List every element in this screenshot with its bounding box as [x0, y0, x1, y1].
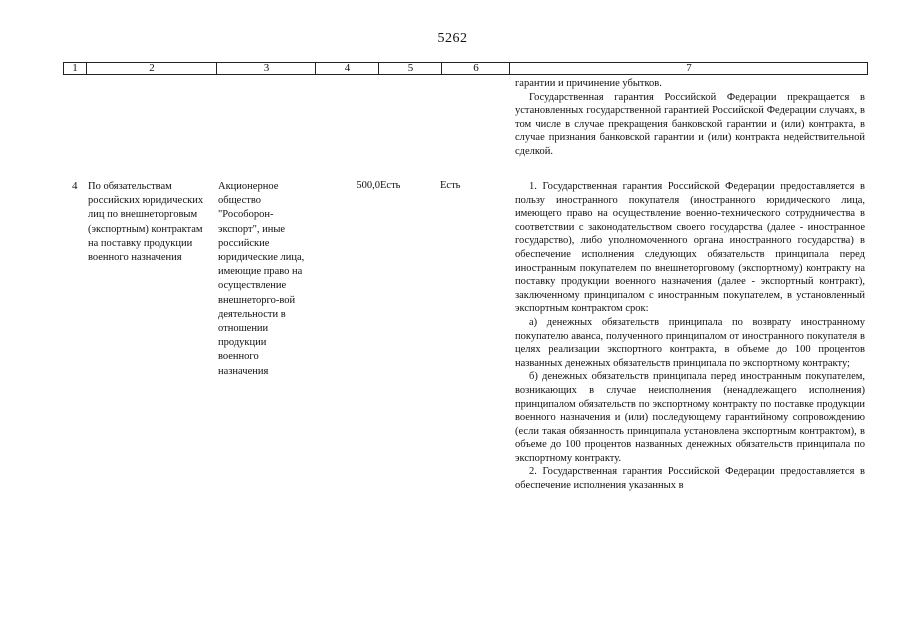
guarantee-amount: 500,0 — [356, 180, 380, 191]
column-6-value: Есть — [440, 180, 461, 191]
condition-paragraph: а) денежных обязательств принципала по возврату иностранному покупателю аванса, полученного принципалом от иностранного покупателя в целях реализации экспортного контракта, в объеме до 100 процентов названных денежных обязательств принципала по экспортному контракту; — [515, 316, 865, 369]
guarantee-purpose: По обязательствам российских юридических лиц по внешнеторговым (экспортным) контрактам на поставку продукции военного назначения — [88, 181, 204, 264]
continuation-paragraph: Государственная гарантия Российской Федерации прекращается в установленных государственной гарантией Российской Федерации случаях, в том числе в случае прекращения банковской гарантии и (или) контракта, в случае признания банковской гарантии и (или) контракта недействительной сделкой. — [515, 91, 865, 157]
row-number: 4 — [72, 180, 78, 192]
column-number-5: 5 — [378, 63, 442, 74]
column-number-2: 2 — [86, 63, 217, 74]
column-number-3: 3 — [216, 63, 316, 74]
condition-paragraph: 2. Государственная гарантия Российской Федерации предоставляется в обеспечение исполнения указанных в — [515, 466, 865, 492]
column-number-7: 7 — [509, 63, 868, 74]
column-5-value: Есть — [380, 180, 401, 191]
column-number-6: 6 — [441, 63, 510, 74]
column-number-1: 1 — [72, 62, 78, 74]
guarantee-conditions — [515, 180, 865, 493]
page-number: 5262 — [437, 31, 468, 46]
column-number-header — [63, 62, 868, 75]
principal-name: Акционерное общество "Рособорон-экспорт", иные российские юридические лица, имеющие право на осуществление внешнеторго-вой деятельности в отношении продукции военного назначения — [218, 181, 305, 377]
continuation-text — [515, 77, 865, 159]
continuation-line: гарантии и причинение убытков. — [515, 78, 662, 89]
condition-paragraph: 1. Государственная гарантия Российской Федерации предоставляется в пользу иностранного покупателя (иностранного юридического лица, имеющего право на осуществление военно-технического сотрудничества в соответствии с законодательством своего государства (далее - иностранное государство), либо уполномоченного органа иностранного государства) в обеспечение исполнения следующих обязательств принципала перед иностранным покупателем по внешнеторговому (экспортному) контракту на поставку продукции военного назначения (далее - экспортный контракт), заключенному принципалом с иностранным покупателем, в установленный экспортным контрактом срок: — [515, 181, 865, 315]
condition-paragraph: б) денежных обязательств принципала перед иностранным покупателем, возникающих в случае неисполнения (ненадлежащего исполнения) принципалом обязательств по экспортному контракту по поставке продукции военного назначения и (или) последующему гарантийному сопровождению (если такая обязанность принципала установлена экспортным контрактом), в объеме до 100 процентов названных денежных обязательств принципала по экспортному контракту. — [515, 371, 865, 464]
column-number-4: 4 — [315, 63, 379, 74]
